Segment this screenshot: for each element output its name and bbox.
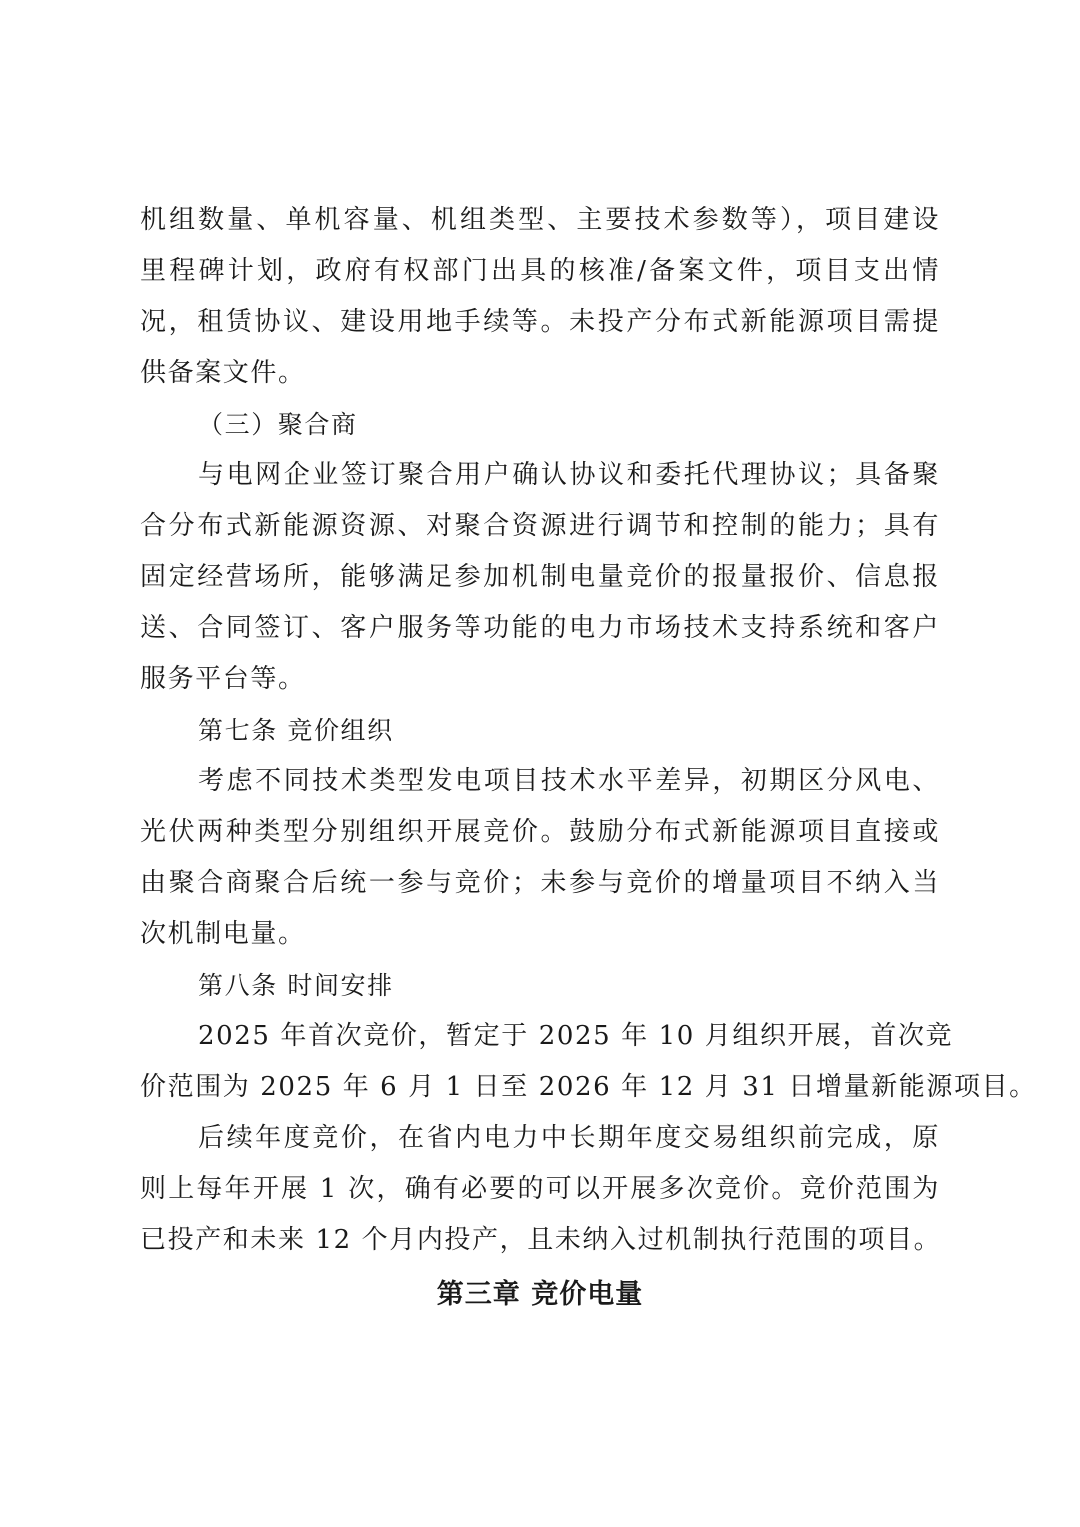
text-line: 光伏两种类型分别组织开展竞价。鼓励分布式新能源项目直接或 (140, 817, 940, 847)
paragraph-aggregator-requirements (140, 450, 940, 705)
text-line: 供备案文件。 (140, 358, 306, 388)
chapter-3-heading: 第三章 竞价电量 (436, 1279, 644, 1310)
text-line: 合分布式新能源资源、对聚合资源进行调节和控制的能力；具有 (140, 511, 940, 541)
text-line: 后续年度竞价，在省内电力中长期年度交易组织前完成，原 (198, 1123, 940, 1153)
paragraph-project-materials (140, 195, 940, 399)
text-line: 里程碑计划，政府有权部门出具的核准/备案文件，项目支出情 (140, 256, 940, 286)
text-line: 次机制电量。 (140, 919, 306, 949)
text-line: 固定经营场所，能够满足参加机制电量竞价的报量报价、信息报 (140, 562, 940, 592)
article-7-heading: 第七条 竞价组织 (198, 716, 394, 745)
text-line: 由聚合商聚合后统一参与竞价；未参与竞价的增量项目不纳入当 (140, 868, 940, 898)
text-line: 价范围为 2025 年 6 月 1 日至 2026 年 12 月 31 日增量新能源项目。 (140, 1072, 1037, 1102)
text-line: 已投产和未来 12 个月内投产，且未纳入过机制执行范围的项目。 (140, 1225, 942, 1255)
text-line: 考虑不同技术类型发电项目技术水平差异，初期区分风电、 (198, 766, 940, 796)
text-line: 况，租赁协议、建设用地手续等。未投产分布式新能源项目需提 (140, 307, 940, 337)
text-line: 与电网企业签订聚合用户确认协议和委托代理协议；具备聚 (198, 460, 940, 490)
paragraph-bidding-organization (140, 756, 940, 960)
text-line: 送、合同签订、客户服务等功能的电力市场技术支持系统和客户 (140, 613, 940, 643)
text-line: 则上每年开展 1 次，确有必要的可以开展多次竞价。竞价范围为 (140, 1174, 940, 1204)
text-line: 机组数量、单机容量、机组类型、主要技术参数等），项目建设 (140, 205, 940, 235)
text-line: 2025 年首次竞价，暂定于 2025 年 10 月组织开展，首次竞 (198, 1021, 954, 1051)
paragraph-subsequent-bidding (140, 1113, 940, 1266)
paragraph-first-bidding-schedule (140, 1011, 1037, 1113)
text-line: 服务平台等。 (140, 664, 306, 694)
article-8-heading: 第八条 时间安排 (198, 971, 394, 1000)
document-page (140, 195, 1037, 1324)
subheading-aggregator: （三）聚合商 (198, 410, 358, 439)
